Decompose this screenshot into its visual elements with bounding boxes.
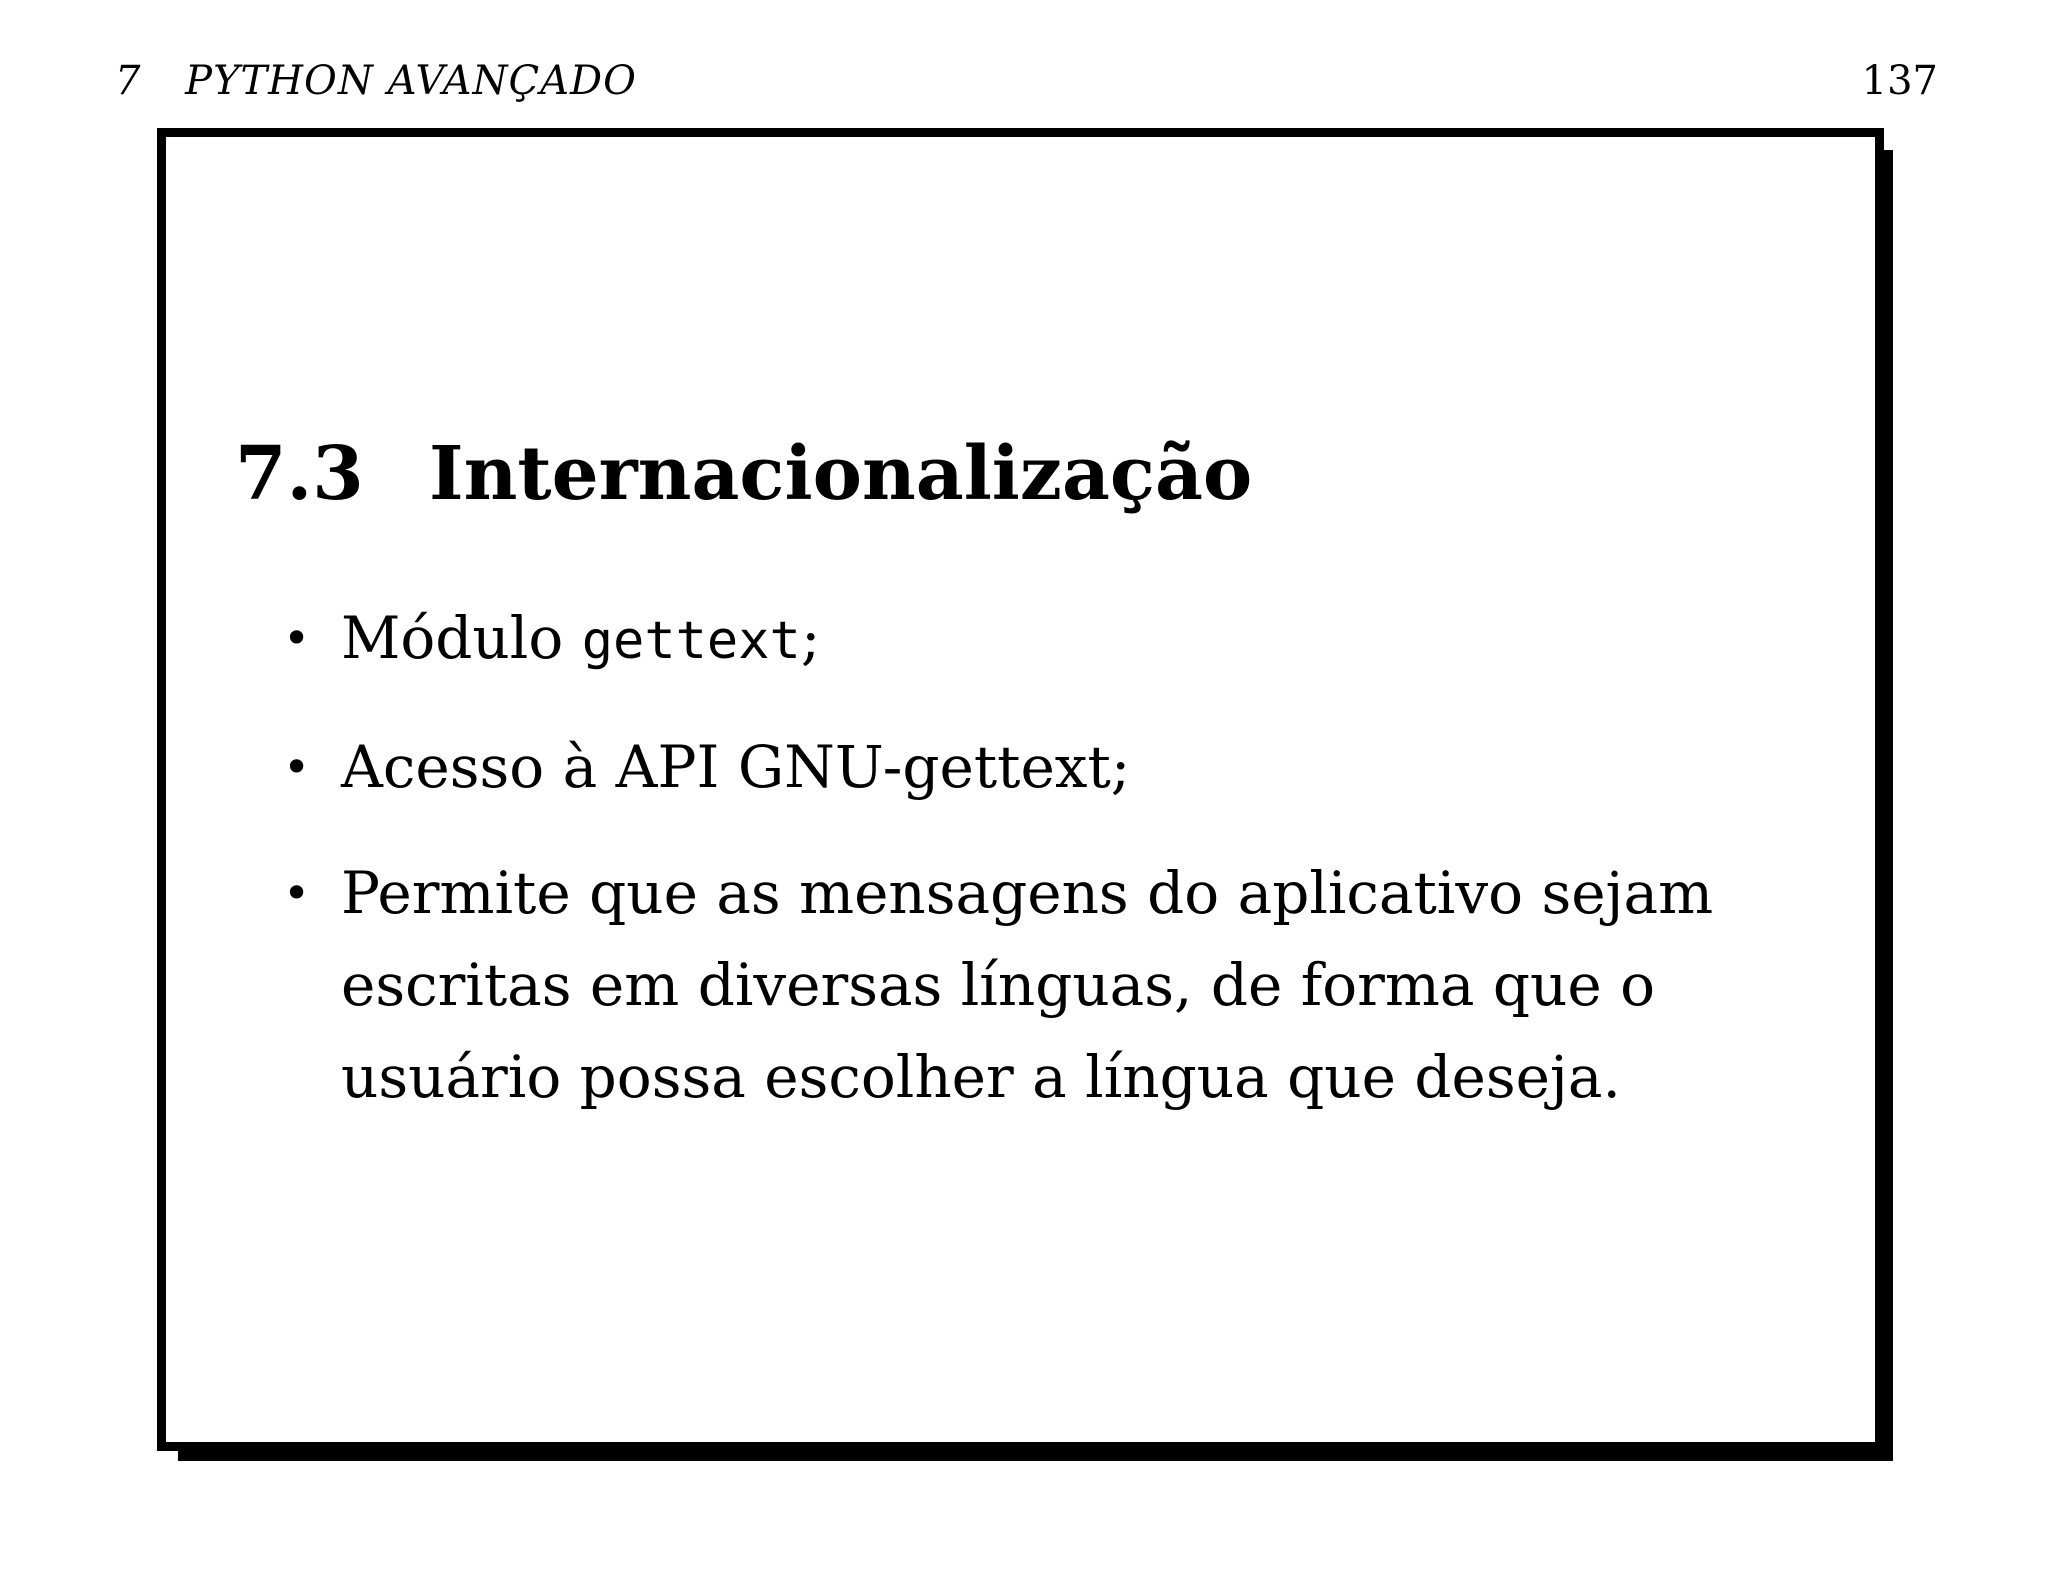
section-heading xyxy=(235,431,1253,517)
bullet-icon: • xyxy=(283,611,311,665)
section-number: 7.3 xyxy=(235,431,364,517)
running-head xyxy=(115,58,637,104)
page-number: 137 xyxy=(1861,58,1938,104)
bullet-item-gettext-module xyxy=(283,592,1823,687)
bullet-icon: • xyxy=(283,866,311,920)
bullet-text-prefix: Módulo xyxy=(341,604,582,672)
section-title: Internacionalização xyxy=(429,431,1253,517)
bullet-item-languages xyxy=(283,847,1823,1123)
chapter-title: PYTHON AVANÇADO xyxy=(185,58,637,104)
bullet-text-suffix: ; xyxy=(800,604,821,672)
code-gettext: gettext xyxy=(581,611,801,671)
bullet-text: Permite que as mensagens do aplicativo sejam escritas em diversas línguas, de forma que o usuário possa escolher a língua que deseja. xyxy=(341,859,1714,1111)
bullet-icon: • xyxy=(283,740,311,794)
bullet-list xyxy=(283,592,1823,1157)
bullet-text: Acesso à API GNU-gettext; xyxy=(341,733,1131,801)
chapter-number: 7 xyxy=(115,58,142,104)
bullet-item-api-access xyxy=(283,721,1823,813)
slide-frame xyxy=(157,128,1884,1451)
